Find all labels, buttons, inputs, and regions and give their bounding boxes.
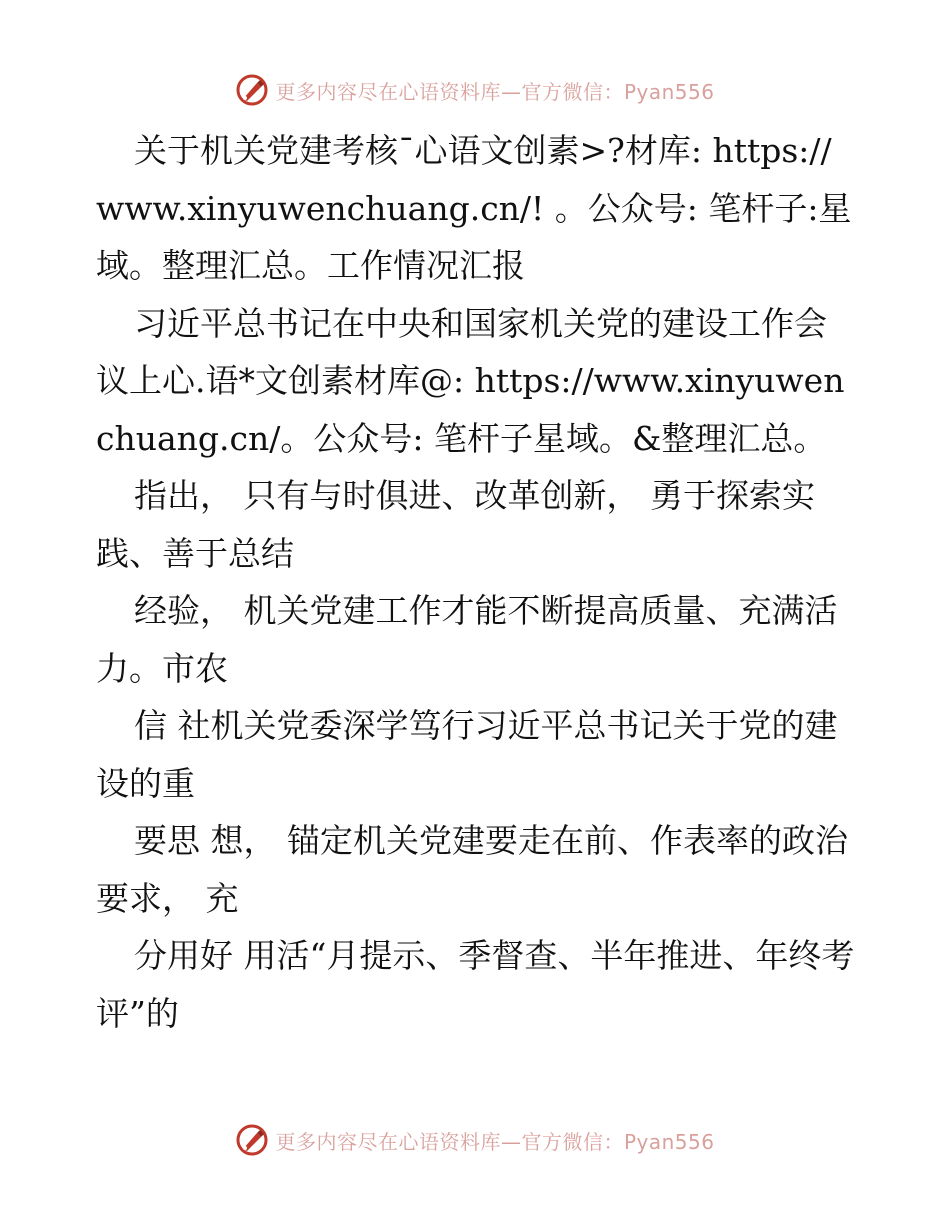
footer-banner [0, 1120, 950, 1160]
paragraph: 分用好 用活“月提示、季督查、半年推进、年终考评”的 [96, 936, 855, 1033]
header-banner-text: 更多内容尽在心语资料库—官方微信：Pyan556 [275, 79, 715, 104]
paragraph: 指出， 只有与时俱进、改革创新， 勇于探索实践、善于总结 [96, 476, 815, 573]
pen-seal-icon [235, 73, 269, 107]
pen-seal-icon [235, 1123, 269, 1157]
header-banner [0, 70, 950, 110]
paragraph: 关于机关党建考核¯心语文创素>?材库: https://www.xinyuwenchuang.cn/! 。公众号: 笔杆子:星域。整理汇总。工作情况汇报 [96, 131, 852, 285]
paragraph: 习近平总书记在中央和国家机关党的建设工作会议上心.语*文创素材库@: https://www.xinyuwenchuang.cn/。公众号: 笔杆子星域。&整理汇总。 [96, 303, 845, 458]
paragraph: 经验， 机关党建工作才能不断提高质量、充满活力。市农 [96, 591, 838, 688]
footer-banner-text: 更多内容尽在心语资料库—官方微信：Pyan556 [275, 1129, 715, 1154]
document-body [96, 122, 856, 1042]
paragraph: 信 社机关党委深学笃行习近平总书记关于党的建设的重 [96, 706, 838, 803]
paragraph: 要思 想， 锚定机关党建要走在前、作表率的政治要求， 充 [96, 821, 848, 918]
